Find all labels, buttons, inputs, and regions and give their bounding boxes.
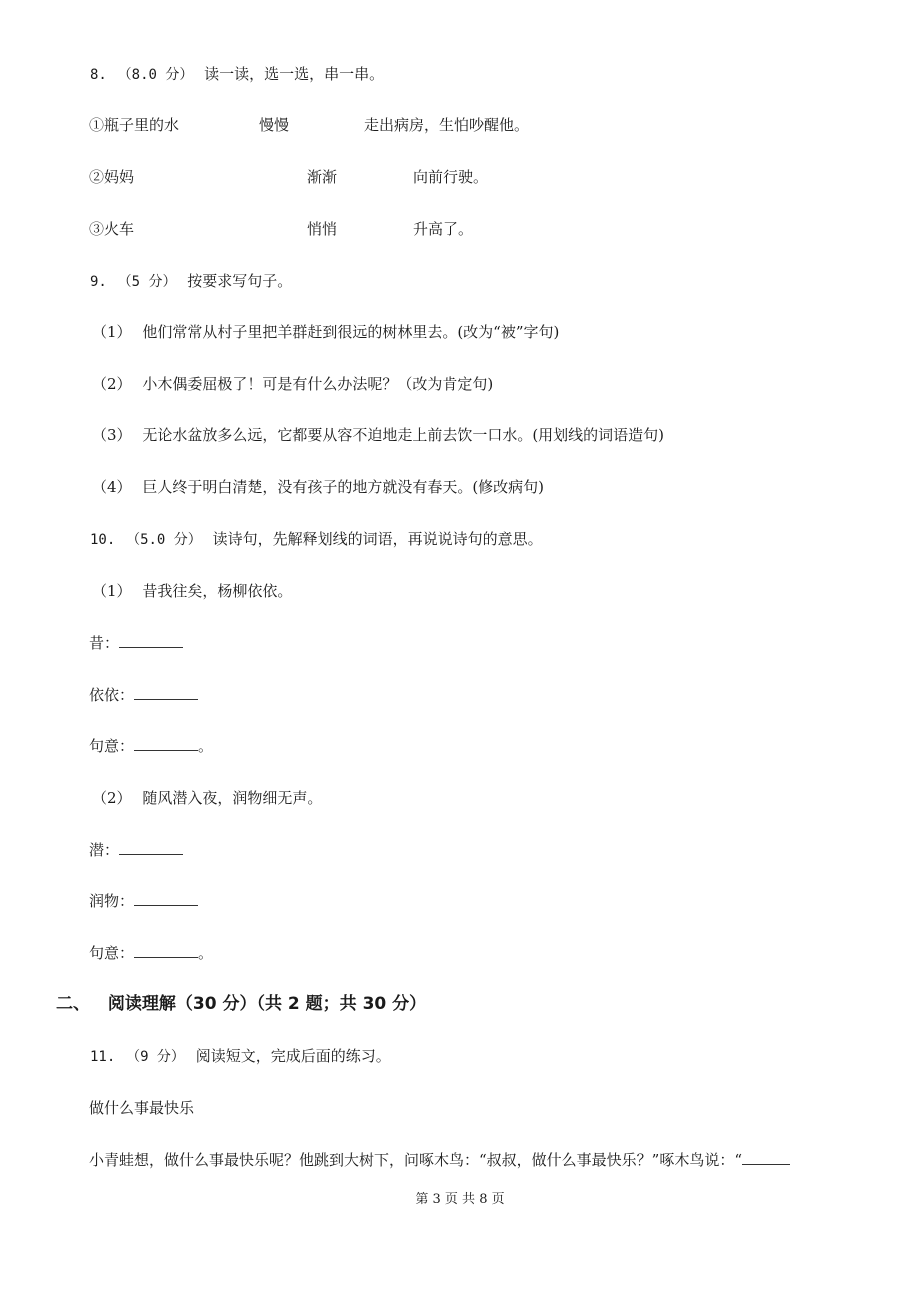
q10-sub2-answer-2-label: 润物： bbox=[89, 892, 135, 910]
q9-item-4 bbox=[92, 477, 544, 497]
q9-item-3-index: （3） bbox=[92, 426, 132, 444]
q10-sub1-answer-1 bbox=[89, 633, 183, 653]
q10-prompt: 读诗句，先解释划线的词语，再说说诗句的意思。 bbox=[212, 530, 543, 548]
q9-item-3-text: 无论水盆放多么远，它都要从容不迫地走上前去饮一口水。(用划线的词语造句) bbox=[142, 426, 665, 444]
q11-score: （9 分） bbox=[126, 1049, 185, 1065]
q10-header bbox=[90, 529, 543, 550]
q9-item-1-text: 他们常常从村子里把羊群赶到很远的树林里去。(改为“被”字句) bbox=[142, 323, 560, 341]
q8-row-3-mid: 悄悄 bbox=[307, 220, 338, 238]
q9-item-1 bbox=[92, 322, 559, 342]
q8-header bbox=[90, 64, 384, 85]
q9-item-1-index: （1） bbox=[92, 323, 132, 341]
section-number: 二、 bbox=[56, 994, 90, 1014]
passage-text: 小青蛙想，做什么事最快乐呢？他跳到大树下，问啄木鸟：“叔叔，做什么事最快乐？”啄木鸟说：“ bbox=[89, 1151, 743, 1169]
q9-item-2 bbox=[92, 374, 493, 394]
q10-sub2 bbox=[92, 788, 322, 808]
q8-row-2-left: ②妈妈 bbox=[89, 168, 135, 186]
answer-blank[interactable] bbox=[134, 943, 198, 958]
q10-sub1-answer-2 bbox=[89, 685, 198, 705]
q8-number: 8. bbox=[90, 67, 107, 83]
answer-blank[interactable] bbox=[119, 633, 183, 648]
page-footer: 第 3 页 共 8 页 bbox=[415, 1192, 505, 1207]
q9-item-4-index: （4） bbox=[92, 478, 132, 496]
q10-sub2-answer-2 bbox=[89, 891, 198, 911]
passage-line bbox=[89, 1150, 790, 1170]
q8-row-2-right: 向前行驶。 bbox=[413, 168, 489, 186]
passage-title: 做什么事最快乐 bbox=[89, 1099, 195, 1117]
q8-row-2-mid: 渐渐 bbox=[307, 168, 338, 186]
answer-blank[interactable] bbox=[742, 1150, 790, 1165]
q10-sub1-answer-3-label: 句意： bbox=[89, 737, 135, 755]
q8-row-1-mid: 慢慢 bbox=[259, 116, 290, 134]
q9-item-2-text: 小木偶委屈极了！可是有什么办法呢？（改为肯定句) bbox=[142, 375, 494, 393]
q10-sub1-answer-1-label: 昔： bbox=[89, 634, 120, 652]
q10-sub2-index: （2） bbox=[92, 789, 132, 807]
q9-item-4-text: 巨人终于明白清楚，没有孩子的地方就没有春天。(修改病句) bbox=[142, 478, 545, 496]
q11-number: 11. bbox=[90, 1049, 116, 1065]
q9-number: 9. bbox=[90, 274, 107, 290]
answer-blank[interactable] bbox=[134, 736, 198, 751]
q10-score: （5.0 分） bbox=[126, 532, 202, 548]
q9-score: （5 分） bbox=[117, 274, 177, 290]
q11-header bbox=[90, 1046, 391, 1067]
period: 。 bbox=[198, 944, 214, 962]
q9-item-3 bbox=[92, 425, 664, 445]
q10-sub1 bbox=[92, 581, 292, 601]
q9-item-2-index: （2） bbox=[92, 375, 132, 393]
section-heading bbox=[56, 994, 426, 1014]
q9-header bbox=[90, 271, 292, 292]
q8-row-1-left: ①瓶子里的水 bbox=[89, 116, 180, 134]
q10-sub1-text: 昔我往矣，杨柳依依。 bbox=[142, 582, 293, 600]
q10-sub2-answer-3 bbox=[89, 943, 213, 963]
q8-row-1-right: 走出病房，生怕吵醒他。 bbox=[364, 116, 530, 134]
answer-blank[interactable] bbox=[134, 685, 198, 700]
q8-row-3-right: 升高了。 bbox=[413, 220, 474, 238]
q11-prompt: 阅读短文，完成后面的练习。 bbox=[195, 1047, 391, 1065]
answer-blank[interactable] bbox=[119, 840, 183, 855]
period: 。 bbox=[198, 737, 214, 755]
q8-row-3-left: ③火车 bbox=[89, 220, 135, 238]
q10-sub2-text: 随风潜入夜，润物细无声。 bbox=[142, 789, 323, 807]
answer-blank[interactable] bbox=[134, 891, 198, 906]
q10-sub1-index: （1） bbox=[92, 582, 132, 600]
q10-sub1-answer-2-label: 依依： bbox=[89, 686, 135, 704]
q8-prompt: 读一读，选一选，串一串。 bbox=[204, 65, 385, 83]
section-title: 阅读理解（30 分）（共 2 题；共 30 分） bbox=[107, 994, 427, 1014]
q10-sub1-answer-3 bbox=[89, 736, 213, 756]
q9-prompt: 按要求写句子。 bbox=[187, 272, 293, 290]
q10-number: 10. bbox=[90, 532, 116, 548]
q8-score: （8.0 分） bbox=[117, 67, 194, 83]
q10-sub2-answer-3-label: 句意： bbox=[89, 944, 135, 962]
q10-sub2-answer-1 bbox=[89, 840, 183, 860]
q10-sub2-answer-1-label: 潜： bbox=[89, 841, 120, 859]
